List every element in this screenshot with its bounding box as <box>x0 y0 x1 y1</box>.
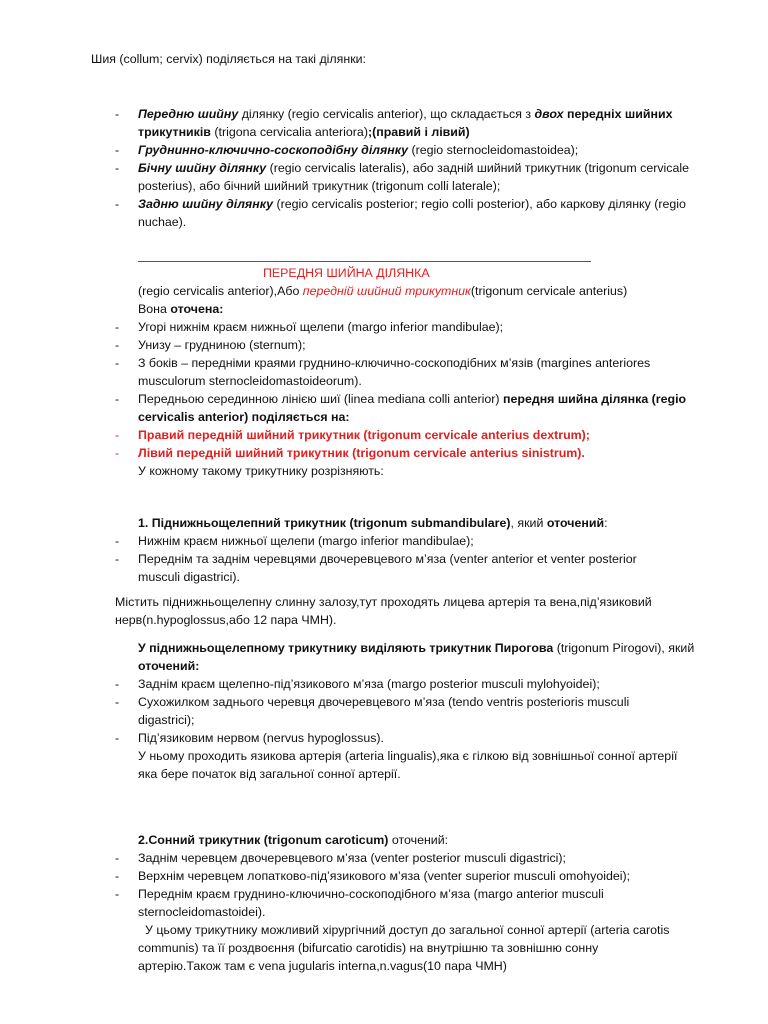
list-dash: - <box>115 320 120 334</box>
pirogov-heading-1: У піднижньощелепному трикутнику виділяють трикутник Пирогова (trigonum Pirogovi), який <box>138 641 695 655</box>
bounded-intro: Вона оточена: <box>138 302 224 316</box>
pirogov-border-2b: digastrici); <box>138 713 195 727</box>
pirogov-heading-2: оточений: <box>138 659 200 673</box>
list-dash: - <box>115 887 120 901</box>
list-dash: - <box>115 392 120 406</box>
region-posterior-line-2: nuchae). <box>138 215 187 229</box>
list-dash: - <box>115 552 120 566</box>
list-dash: - <box>115 731 120 745</box>
submandibular-contents-1: Містить піднижньощелепну слинну залозу,тут проходять лицева артерія та вена,під’язиковий <box>115 595 652 609</box>
midline-line-2: cervicalis anterior) поділяється на: <box>138 410 350 424</box>
submandibular-border-2a: Переднім та заднім черевцями двочеревцевого м’яза (venter anterior et venter posterior <box>138 552 637 566</box>
list-dash: - <box>115 446 120 460</box>
carotid-heading: 2.Сонний трикутник (trigonum caroticum) оточений: <box>138 833 449 847</box>
midline-line-1: Передньою серединною лінією шиї (linea mediana colli anterior) передня шийна ділянка (regio <box>138 392 687 406</box>
pirogov-border-3: Під’язиковим нервом (nervus hypoglossus). <box>138 731 384 745</box>
submandibular-contents-2: нерв(n.hypoglossus,або 12 пара ЧМН). <box>115 613 337 627</box>
list-dash: - <box>115 356 120 370</box>
distinguish-line: У кожному такому трикутнику розрізняють: <box>138 464 384 478</box>
carotid-access-2: communis) та її роздвоєння (bifurcatio carotidis) на внутрішню та зовнішню сонну <box>138 941 599 955</box>
pirogov-artery-2: яка бере початок від загальної сонної артерії. <box>138 767 401 781</box>
carotid-access-1: У цьому трикутнику можливий хірургічний доступ до загальної сонної артерії (arteria carotis <box>145 923 670 937</box>
pirogov-artery-1: У ньому проходить язикова артерія (arteria lingualis),яка є гілкою від зовнішньої сонної артерії <box>138 749 678 763</box>
list-dash: - <box>115 197 120 211</box>
region-anterior-line-1: Передню шийну ділянку (regio cervicalis anterior), що складається з двох передніх шийних <box>138 107 673 121</box>
region-lateral-line-2: posterius), або бічний шийний трикутник (trigonum colli laterale); <box>138 179 501 193</box>
submandibular-heading: 1. Піднижньощелепний трикутник (trigonum submandibulare), який оточений: <box>138 516 608 530</box>
region-posterior-line-1: Задню шийну ділянку (regio cervicalis posterior; regio colli posterior), або каркову ділянку (regio <box>138 197 686 211</box>
section-subtitle: (regio cervicalis anterior),Або передній шийний трикутник(trigonum cervicale anterius) <box>138 284 628 298</box>
region-scm-line: Груднинно-ключично-соскоподібну ділянку (regio sternocleidomastoidea); <box>138 143 579 157</box>
list-dash: - <box>115 851 120 865</box>
region-lateral-line-1: Бічну шийну ділянку (regio cervicalis lateralis), або задній шийний трикутник (trigonum cervicale <box>138 161 690 175</box>
list-dash: - <box>115 428 120 442</box>
list-dash: - <box>115 107 120 121</box>
boundary-sides-line-2: musculorum sternocleidomastoideorum). <box>138 374 362 388</box>
list-dash: - <box>115 677 120 691</box>
submandibular-border-2b: musculi digastrici). <box>138 570 240 584</box>
list-dash: - <box>115 161 120 175</box>
pirogov-border-1: Заднім краєм щелепно-під’язикового м’яза (margo posterior musculi mylohyoidei); <box>138 677 600 691</box>
carotid-border-1: Заднім черевцем двочеревцевого м’яза (venter posterior musculi digastrici); <box>138 851 567 865</box>
region-anterior-line-2: трикутників (trigona cervicalia anteriora);(правий і лівий) <box>138 125 470 139</box>
carotid-border-3b: sternocleidomastoidei). <box>138 905 266 919</box>
pirogov-border-2a: Сухожилком заднього черевця двочеревцевого м’яза (tendo ventris posterioris musculi <box>138 695 630 709</box>
list-dash: - <box>115 869 120 883</box>
boundary-top: Угорі нижнім краєм нижньої щелепи (margo inferior mandibulae); <box>138 320 504 334</box>
section-heading: ПЕРЕДНЯ ШИЙНА ДІЛЯНКА <box>263 266 430 280</box>
carotid-border-2: Верхнім черевцем лопатково-під’язикового м’яза (venter superior musculi omohyoidei); <box>138 869 631 883</box>
submandibular-border-1: Нижнім краєм нижньої щелепи (margo inferior mandibulae); <box>138 534 474 548</box>
list-dash: - <box>115 695 120 709</box>
left-triangle: Лівий передній шийний трикутник (trigonum cervicale anterius sinistrum). <box>138 446 585 460</box>
list-dash: - <box>115 534 120 548</box>
boundary-sides-line-1: З боків – передніми краями груднино-ключично-соскоподібних м’язів (margines anteriores <box>138 356 651 370</box>
red-divider-line <box>138 261 591 262</box>
boundary-bottom: Унизу – грудниною (sternum); <box>138 338 306 352</box>
list-dash: - <box>115 338 120 352</box>
carotid-border-3a: Переднім краєм груднино-ключично-соскоподібного м’яза (margo anterior musculi <box>138 887 604 901</box>
intro-line: Шия (collum; cervix) поділяється на такі ділянки: <box>91 52 366 66</box>
right-triangle: Правий передній шийний трикутник (trigonum cervicale anterius dextrum); <box>138 428 590 442</box>
carotid-access-3: артерію.Також там є vena jugularis interna,n.vagus(10 пара ЧМН) <box>138 959 507 973</box>
list-dash: - <box>115 143 120 157</box>
